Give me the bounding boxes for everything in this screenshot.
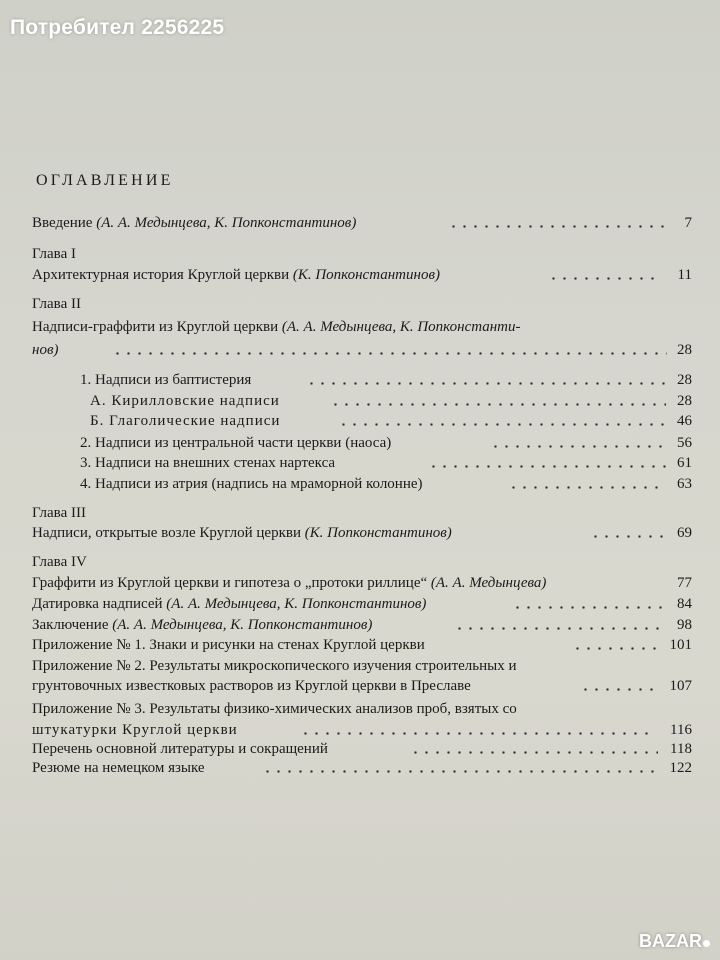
toc-entry-ch4c[interactable]: Заключение (А. А. Медынцева, К. Попконстантинов) 98 [0, 614, 720, 636]
page-number: 118 [670, 741, 692, 757]
toc-entry-ch2[interactable]: Надписи-граффити из Круглой церкви (А. А. Медынцева, К. Попконстанти- [32, 319, 521, 335]
toc-subentry[interactable]: 1. Надписи из баптистерия 28 [0, 369, 720, 391]
chapter-heading: Глава I [32, 246, 76, 262]
page-number: 28 [677, 393, 692, 409]
chapter-heading: Глава II [32, 296, 81, 312]
toc-entry-app3[interactable]: Приложение № 3. Результаты физико-химических анализов проб, взятых со [32, 701, 517, 717]
watermark-text: Потребител 2256225 [10, 16, 225, 39]
page-number: 28 [677, 372, 692, 388]
page-number: 61 [677, 455, 692, 471]
page-number: 28 [677, 342, 692, 358]
toc-subentry[interactable]: 2. Надписи из центральной части церкви (наоса) 56 [0, 432, 720, 454]
page-number: 46 [677, 413, 692, 429]
page-number: 98 [677, 617, 692, 633]
page-number: 122 [669, 760, 692, 776]
toc-entry-ch1[interactable]: Архитектурная история Круглой церкви (К. Попконстантинов) 11 [0, 264, 720, 286]
page-number: 11 [677, 267, 692, 283]
page-number: 63 [677, 476, 692, 492]
toc-entry-intro[interactable]: Введение (А. А. Медынцева, К. Попконстантинов) 7 [0, 212, 720, 234]
chapter-heading: Глава IV [32, 554, 87, 570]
page-number: 107 [669, 678, 692, 694]
toc-entry-resume[interactable]: Резюме на немецком языке 122 [0, 757, 720, 779]
page-number: 56 [677, 435, 692, 451]
toc-entry-ch4a[interactable]: Граффити из Круглой церкви и гипотеза о „протоки риллице“ (А. А. Медынцева) 77 [0, 572, 720, 594]
page-number: 84 [677, 596, 692, 612]
page-number: 69 [677, 525, 692, 541]
toc-subentry[interactable]: 3. Надписи на внешних стенах нартекса 61 [0, 452, 720, 474]
toc-subentry[interactable]: Б. Глаголические надписи 46 [0, 410, 720, 432]
toc-subentry[interactable]: 4. Надписи из атрия (надпись на мраморной колонне) 63 [0, 473, 720, 495]
page-title: ОГЛАВЛЕНИЕ [36, 172, 174, 189]
toc-subentry[interactable]: А. Кирилловские надписи 28 [0, 390, 720, 412]
toc-entry-ch3[interactable]: Надписи, открытые возле Круглой церкви (К. Попконстантинов) 69 [0, 522, 720, 544]
page-number: 7 [684, 215, 692, 231]
toc-entry-ch4b[interactable]: Датировка надписей (А. А. Медынцева, К. Попконстантинов) 84 [0, 593, 720, 615]
page-number: 116 [670, 722, 692, 738]
toc-entry-literature[interactable]: Перечень основной литературы и сокращений 118 [0, 738, 720, 760]
toc-entry-app2[interactable]: Приложение № 2. Результаты микроскопического изучения строительных и [32, 658, 517, 674]
toc-entry-app2-cont[interactable]: грунтовочных известковых растворов из Круглой церкви в Преславе 107 [0, 675, 720, 697]
bazar-logo: BAZAR [639, 931, 710, 952]
toc-entry-app1[interactable]: Приложение № 1. Знаки и рисунки на стенах Круглой церкви 101 [0, 634, 720, 656]
page-number: 101 [669, 637, 692, 653]
toc-entry-ch2-cont[interactable]: нов) 28 [0, 339, 720, 361]
chapter-heading: Глава III [32, 505, 86, 521]
toc-entry-app3-cont[interactable]: штукатурки Круглой церкви 116 [0, 719, 720, 741]
page-number: 77 [677, 575, 692, 591]
